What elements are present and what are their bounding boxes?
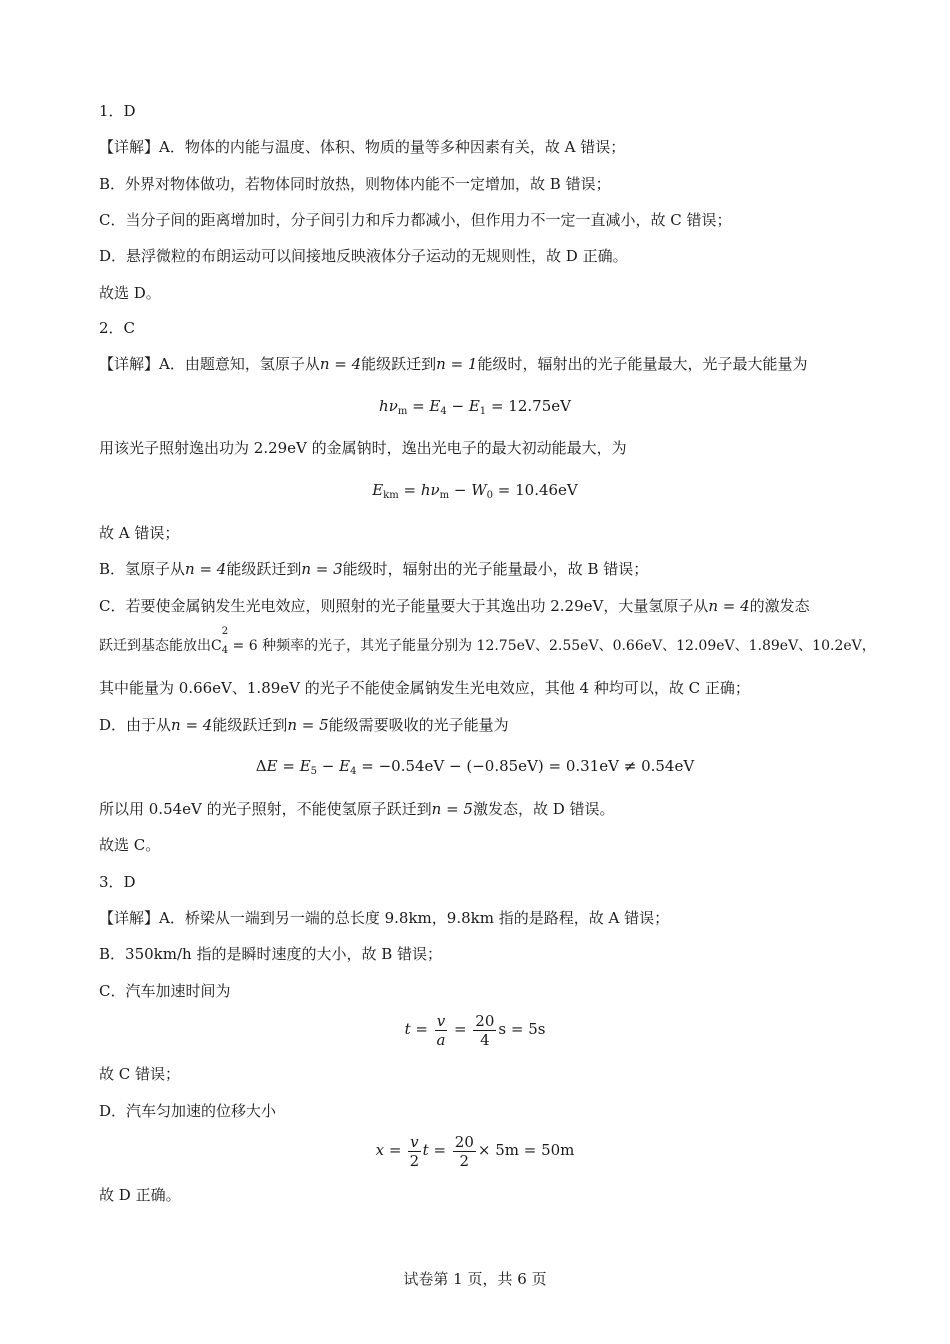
q1-answer: 1．D [99, 102, 136, 120]
q3-answer: 3．D [99, 873, 136, 891]
page-footer: 试卷第 1 页，共 6 页 [403, 1270, 547, 1288]
q1-option-b: B．外界对物体做功，若物体同时放热，则物体内能不一定增加，故 B 错误； [99, 175, 611, 193]
q2-option-a: 【详解】A．由题意知，氢原子从n = 4能级跃迁到n = 1能级时，辐射出的光子能量最大，光子最大能量为 [99, 355, 808, 373]
q2-work-function-line: 用该光子照射逸出功为 2.29eV 的金属钠时，逸出光电子的最大初动能最大，为 [99, 439, 627, 457]
q3-option-c: C．汽车加速时间为 [99, 982, 231, 1000]
q2-equation-kinetic-energy: $E_{km} = h\nu_m - W_0 = 10.46eV$ [372, 481, 578, 501]
q1-option-a: 【详解】A．物体的内能与温度、体积、物质的量等多种因素有关，故 A 错误； [99, 138, 626, 156]
q3-option-d: D．汽车匀加速的位移大小 [99, 1102, 277, 1120]
q2-option-c-line1: C．若要使金属钠发生光电效应，则照射的光子能量要大于其逸出功 2.29eV，大量氢原子从n = 4的激发态 [99, 597, 810, 615]
q3-d-right: 故 D 正确。 [99, 1186, 181, 1204]
q3-option-a: 【详解】A．桥梁从一端到另一端的总长度 9.8km，9.8km 指的是路程，故 A 错误； [99, 909, 670, 927]
q2-option-b: B．氢原子从n = 4能级跃迁到n = 3能级时，辐射出的光子能量最小，故 B 错误； [99, 560, 649, 578]
q1-option-c: C．当分子间的距离增加时，分子间引力和斥力都减小，但作用力不一定一直减小，故 C 错误； [99, 211, 732, 229]
q2-option-c-line2: 跃迁到基态能放出C 2 $_4$ = 6 种频率的光子，其光子能量分别为 12.75eV、2.55eV、0.66eV、12.09eV、1.89eV、10.2eV， [99, 626, 876, 656]
q2-a-wrong: 故 A 错误； [99, 524, 180, 542]
q2-choice: 故选 C。 [99, 836, 161, 854]
q2-d-conclusion: 所以用 0.54eV 的光子照射，不能使氢原子跃迁到n = 5激发态，故 D 错误。 [99, 800, 615, 818]
q3-option-b: B．350km/h 指的是瞬时速度的大小，故 B 错误； [99, 945, 443, 963]
q2-equation-photon-energy: $h\nu_m = E_4 - E_1 = 12.75eV$ [379, 397, 571, 417]
q3-equation-displacement: x = $\frac{v}{2}$ t = $\frac{20}{2}$ × 5m = 50m [375, 1132, 575, 1170]
q2-equation-delta-e: $\Delta E = E_5 - E_4 = -0.54eV - (-0.85eV) = 0.31eV \ne 0.54eV$ [255, 757, 695, 777]
q3-c-wrong: 故 C 错误； [99, 1065, 181, 1083]
q1-option-d: D．悬浮微粒的布朗运动可以间接地反映液体分子运动的无规则性，故 D 正确。 [99, 247, 628, 265]
q2-option-d: D．由于从n = 4能级跃迁到n = 5能级需要吸收的光子能量为 [99, 716, 509, 734]
q2-answer: 2．C [99, 319, 136, 337]
q2-option-c-line3: 其中能量为 0.66eV、1.89eV 的光子不能使金属钠发生光电效应，其他 4 种均可以，故 C 正确； [99, 679, 750, 697]
q3-equation-time: t = $\frac{v}{a}$ = $\frac{20}{4}$ s = 5s [404, 1011, 546, 1049]
q1-choice: 故选 D。 [99, 284, 161, 302]
